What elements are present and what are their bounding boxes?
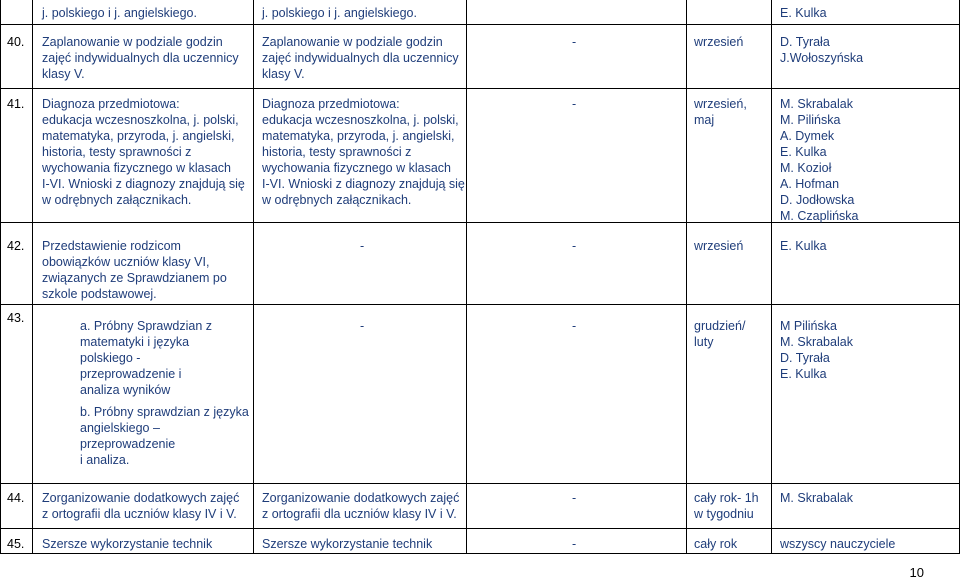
row-border [0, 88, 960, 89]
task-cell: Zaplanowanie w podziale godzin zajęć indywidualnych dla uczennicy klasy V. [42, 35, 239, 81]
date-cell: grudzień/ luty [694, 319, 746, 349]
responsible-cell: M. Skrabalak [780, 491, 853, 505]
row-number: 43. [7, 311, 25, 325]
activity-cell: - [360, 319, 365, 333]
task-cell: Diagnoza przedmiotowa: edukacja wczesnoszkolna, j. polski, matematyka, przyroda, j. angielski, historia, testy sprawności z wychowania fizycznego w klasach I-VI. Wnioski z diagnozy znajdują się w odrębnych załącznikach. [42, 97, 245, 207]
responsible-cell: M. Skrabalak M. Pilińska A. Dymek E. Kulka M. Kozioł A. Hofman D. Jodłowska M. Czaplińska [780, 97, 859, 223]
row-border [0, 483, 960, 484]
activity-cell: Diagnoza przedmiotowa: edukacja wczesnoszkolna, j. polski, matematyka, przyroda, j. angielski, historia, testy sprawności z wychowania fizycznego w klasach I-VI. Wnioski z diagnozy znajdują się w odrębnych załącznikach. [262, 97, 465, 207]
date-cell: wrzesień, maj [694, 97, 747, 127]
activity-cell: Zaplanowanie w podziale godzin zajęć indywidualnych dla uczennicy klasy V. [262, 35, 459, 81]
responsible-cell: D. Tyrała J.Wołoszyńska [780, 35, 864, 65]
cost-cell: - [572, 491, 577, 505]
col-border [0, 0, 1, 554]
row-border [0, 304, 960, 305]
cost-cell: - [572, 35, 577, 49]
date-cell: wrzesień [694, 239, 744, 253]
responsible-cell: E. Kulka [780, 239, 827, 253]
task-cell: Przedstawienie rodzicom obowiązków uczniów klasy VI, związanych ze Sprawdzianem po szkole podstawowej. [42, 239, 227, 301]
activity-cell: - [360, 239, 365, 253]
activity-cell: Szersze wykorzystanie technik [262, 537, 433, 551]
responsible-cell: E. Kulka [780, 6, 827, 20]
task-subitem-a: a. Próbny Sprawdzian z matematyki i języka polskiego - przeprowadzenie i analiza wyników [80, 319, 213, 397]
row-border [0, 553, 960, 554]
responsible-cell: M Pilińska M. Skrabalak D. Tyrała E. Kulka [780, 319, 853, 381]
row-number: 45. [7, 537, 25, 551]
activity-cell: Zorganizowanie dodatkowych zajęć z ortografii dla uczniów klasy IV i V. [262, 491, 460, 521]
row-number: 40. [7, 35, 25, 49]
col-border [686, 0, 687, 554]
row-number: 44. [7, 491, 25, 505]
cost-cell: - [572, 319, 577, 333]
row-number: 42. [7, 239, 25, 253]
col-border [466, 0, 467, 554]
cost-cell: - [572, 537, 577, 551]
cost-cell: - [572, 239, 577, 253]
task-cell: Zorganizowanie dodatkowych zajęć z ortografii dla uczniów klasy IV i V. [42, 491, 240, 521]
task-cell: Szersze wykorzystanie technik [42, 537, 213, 551]
date-cell: wrzesień [694, 35, 744, 49]
page-number: 10 [909, 565, 924, 580]
row-border [0, 24, 960, 25]
col-border [771, 0, 772, 554]
task-cell: j. polskiego i j. angielskiego. [42, 6, 197, 20]
col-border [253, 0, 254, 554]
row-border [0, 528, 960, 529]
cost-cell: - [572, 97, 577, 111]
col-border [32, 0, 33, 554]
date-cell: cały rok- 1h w tygodniu [694, 491, 759, 521]
date-cell: cały rok [694, 537, 738, 551]
row-number: 41. [7, 97, 25, 111]
task-subitem-b: b. Próbny sprawdzian z języka angielskiego – przeprowadzenie i analiza. [80, 405, 249, 467]
responsible-cell: wszyscy nauczyciele [780, 537, 896, 551]
activity-cell: j. polskiego i j. angielskiego. [262, 6, 417, 20]
